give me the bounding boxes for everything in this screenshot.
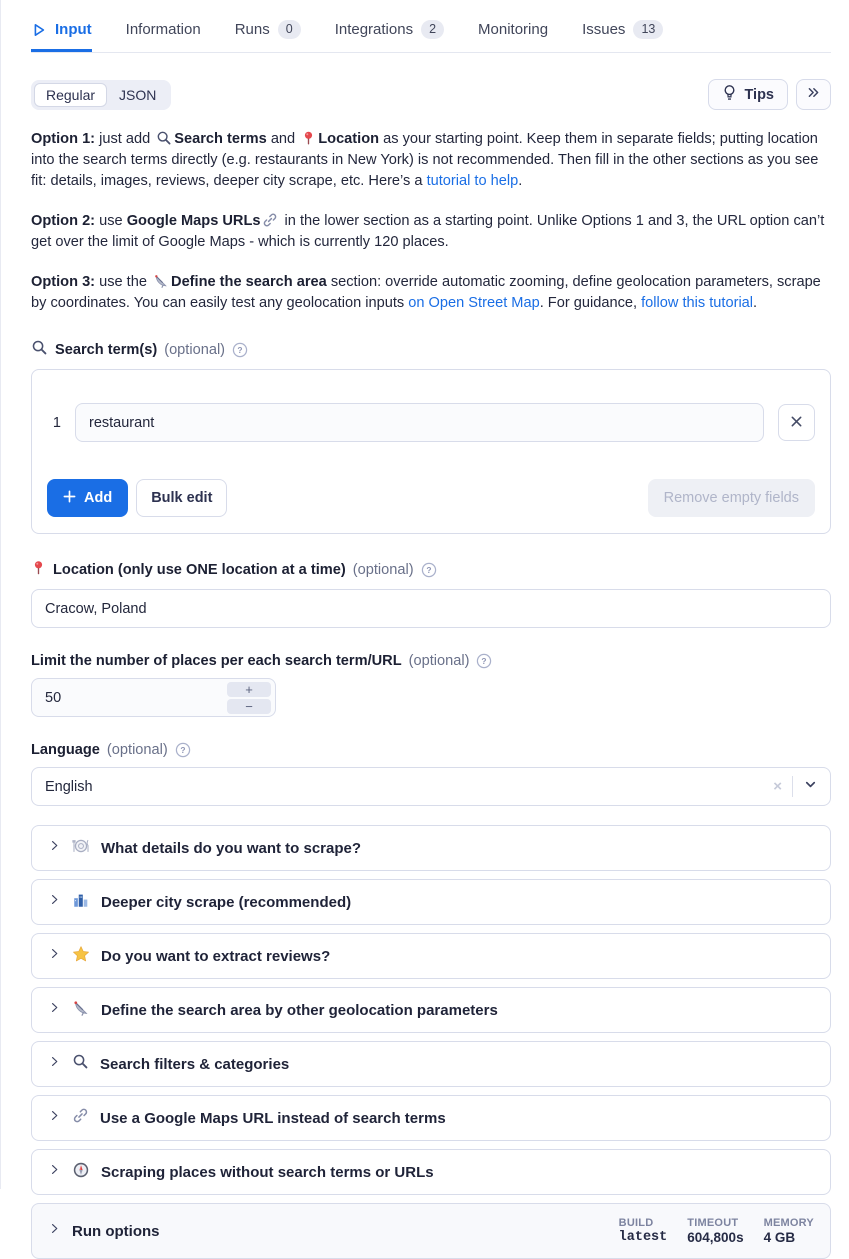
language-label-row [31, 742, 831, 758]
chevron-right-icon [48, 1222, 61, 1240]
search-terms-card [31, 369, 831, 534]
text-segment: . [518, 173, 523, 189]
collapse-panel-button[interactable] [796, 79, 831, 110]
tab-label: Integrations [334, 21, 414, 38]
tab-integrations[interactable] [335, 12, 444, 52]
compass-icon [72, 1161, 90, 1184]
search-icon [72, 1053, 89, 1075]
text-segment: . For guidance, [539, 295, 642, 311]
plus-icon [63, 490, 76, 507]
section-title: Use a Google Maps URL instead of search terms [100, 1109, 446, 1127]
open-street-map-link[interactable]: on Open Street Map [408, 295, 540, 311]
option1-label: Option 1: [31, 131, 96, 147]
remove-empty-fields-button[interactable]: Remove empty fields [648, 479, 815, 517]
help-icon[interactable] [175, 742, 191, 758]
tab-label: Input [55, 21, 92, 38]
tab-information[interactable] [126, 12, 201, 52]
run-stats [619, 1217, 814, 1245]
limit-number-input[interactable] [31, 678, 276, 717]
chevron-right-icon [48, 893, 61, 911]
tips-button[interactable] [708, 79, 788, 110]
chevron-right-icon [48, 839, 61, 857]
tab-label: Information [125, 21, 201, 38]
optional-tag: (optional) [352, 561, 414, 578]
double-chevron-right-icon [806, 85, 821, 104]
divider [792, 776, 793, 797]
view-mode-json[interactable]: JSON [119, 86, 157, 103]
search-terms-actions [47, 479, 815, 517]
tab-label: Issues [582, 21, 626, 38]
follow-tutorial-link[interactable]: follow this tutorial [641, 295, 754, 311]
search-terms-field [31, 339, 831, 534]
text-segment: . [753, 295, 758, 311]
view-mode-toggle [31, 80, 171, 110]
lightbulb-icon [722, 84, 737, 105]
field-label-text: Limit the number of places per each search term/URL [31, 653, 402, 669]
help-icon[interactable] [232, 342, 248, 358]
memory-stat [764, 1217, 814, 1245]
build-stat [619, 1217, 668, 1245]
tab-bar [31, 0, 831, 53]
section-deeper-city-scrape[interactable] [31, 879, 831, 925]
svg-text:?: ? [426, 564, 432, 575]
tab-label: Runs [234, 21, 270, 38]
memory-value: 4 GB [763, 1230, 796, 1245]
link-icon [72, 1107, 89, 1129]
option1-paragraph [31, 129, 831, 192]
star-icon [72, 945, 90, 968]
svg-text:?: ? [481, 656, 488, 667]
memory-label: MEMORY [763, 1217, 814, 1229]
close-icon [790, 415, 803, 431]
chevron-right-icon [48, 947, 61, 965]
option3-label: Option 3: [31, 274, 96, 290]
section-details-to-scrape[interactable] [31, 825, 831, 871]
field-label-text: Search term(s) [55, 341, 158, 358]
remove-term-button[interactable] [778, 404, 815, 441]
section-title: Deeper city scrape (recommended) [101, 893, 352, 911]
help-icon[interactable] [476, 653, 492, 669]
section-list [31, 825, 831, 1259]
help-icon[interactable] [421, 562, 437, 578]
limit-value: 50 [45, 689, 62, 706]
runs-count-badge: 0 [278, 20, 301, 39]
input-page [1, 0, 849, 1259]
location-input[interactable]: Cracow, Poland [31, 589, 831, 628]
tutorial-to-help-link[interactable]: tutorial to help [426, 173, 519, 189]
chevron-down-icon[interactable] [803, 777, 818, 796]
option2-label: Option 2: [31, 213, 96, 229]
section-title: Run options [72, 1222, 160, 1240]
view-mode-regular[interactable]: Regular [34, 83, 107, 107]
pin-icon [301, 130, 316, 146]
language-field [31, 742, 831, 806]
svg-text:?: ? [237, 344, 243, 355]
toolbar [31, 79, 831, 110]
section-title: Scraping places without search terms or URLs [101, 1163, 434, 1181]
text-segment: and [266, 131, 300, 147]
optional-tag: (optional) [408, 653, 470, 669]
build-label: BUILD [618, 1217, 654, 1229]
optional-tag: (optional) [164, 341, 226, 358]
option3-paragraph [31, 272, 831, 314]
add-label: Add [84, 490, 113, 506]
bulk-edit-button[interactable]: Bulk edit [136, 479, 227, 517]
search-icon [31, 339, 48, 360]
section-google-maps-url[interactable] [31, 1095, 831, 1141]
tab-monitoring[interactable] [478, 12, 548, 52]
decrement-button[interactable]: − [227, 699, 271, 714]
text-segment: as your starting point. Keep them in separate fields; putting location into the search terms directly (e.g. restaurants in New York) is not recommended. Then fill in the other sections as you see fit: details, images, reviews, deeper city scrape, etc. Here’s a [31, 131, 819, 189]
plate-icon [72, 837, 90, 860]
define-search-area-keyword: Define the search area [171, 274, 327, 290]
text-segment: just add [95, 131, 155, 147]
tab-label: Monitoring [478, 21, 549, 38]
play-icon [31, 22, 47, 38]
section-title: Do you want to extract reviews? [101, 947, 331, 965]
timeout-label: TIMEOUT [687, 1217, 739, 1229]
tab-runs[interactable] [235, 12, 301, 52]
term-index: 1 [52, 414, 61, 431]
tab-issues[interactable] [582, 12, 663, 52]
timeout-value: 604,800s [687, 1230, 744, 1245]
timeout-stat [687, 1217, 743, 1245]
language-select[interactable] [31, 767, 831, 806]
search-terms-label-row [31, 339, 831, 360]
build-value: latest [618, 1230, 668, 1245]
field-label-text: Location (only use ONE location at a time) [53, 561, 346, 578]
link-icon [262, 212, 278, 228]
limit-label-row [31, 653, 831, 669]
section-scraping-without-terms[interactable] [31, 1149, 831, 1195]
tab-input[interactable] [31, 12, 92, 52]
integrations-count-badge: 2 [421, 20, 444, 39]
text-segment: use [95, 213, 127, 229]
text-segment: use the [95, 274, 152, 290]
search-term-row [47, 403, 815, 442]
location-field [31, 559, 831, 628]
search-terms-keyword: Search terms [174, 131, 267, 147]
chevron-right-icon [48, 1109, 61, 1127]
chevron-right-icon [48, 1001, 61, 1019]
pin-icon [31, 559, 46, 580]
chevron-right-icon [48, 1163, 61, 1181]
search-term-input[interactable]: restaurant [75, 403, 764, 442]
optional-tag: (optional) [106, 742, 168, 758]
text-segment: section: override automatic zooming, define geolocation parameters, scrape by coordinates. You can easily test any geolocation inputs [31, 274, 821, 311]
section-title: Search filters & categories [100, 1055, 290, 1073]
satellite-icon [153, 273, 169, 289]
location-label-row [31, 559, 831, 580]
option2-paragraph [31, 211, 831, 253]
field-label-text: Language [31, 742, 100, 758]
section-title: What details do you want to scrape? [101, 839, 362, 857]
issues-count-badge: 13 [633, 20, 663, 39]
number-stepper [227, 682, 271, 714]
increment-button[interactable]: + [227, 682, 271, 697]
language-value: English [45, 778, 93, 795]
tips-label: Tips [744, 86, 774, 103]
clear-icon[interactable]: × [773, 778, 782, 795]
google-maps-urls-keyword: Google Maps URLs [126, 213, 261, 229]
section-extract-reviews[interactable] [31, 933, 831, 979]
limit-field [31, 653, 831, 717]
section-search-filters[interactable] [31, 1041, 831, 1087]
location-keyword: Location [318, 131, 380, 147]
cityscape-icon [72, 891, 90, 914]
section-title: Define the search area by other geolocation parameters [101, 1001, 498, 1019]
text-segment: in the lower section as a starting point. Unlike Options 1 and 3, the URL option can’t get over the limit of Google Maps - which is currently 120 places. [31, 213, 825, 250]
satellite-icon [72, 999, 90, 1022]
chevron-right-icon [48, 1055, 61, 1073]
search-icon [156, 130, 172, 146]
svg-text:?: ? [180, 745, 186, 756]
section-run-options[interactable] [31, 1203, 831, 1259]
add-term-button[interactable] [47, 479, 128, 517]
section-define-search-area[interactable] [31, 987, 831, 1033]
